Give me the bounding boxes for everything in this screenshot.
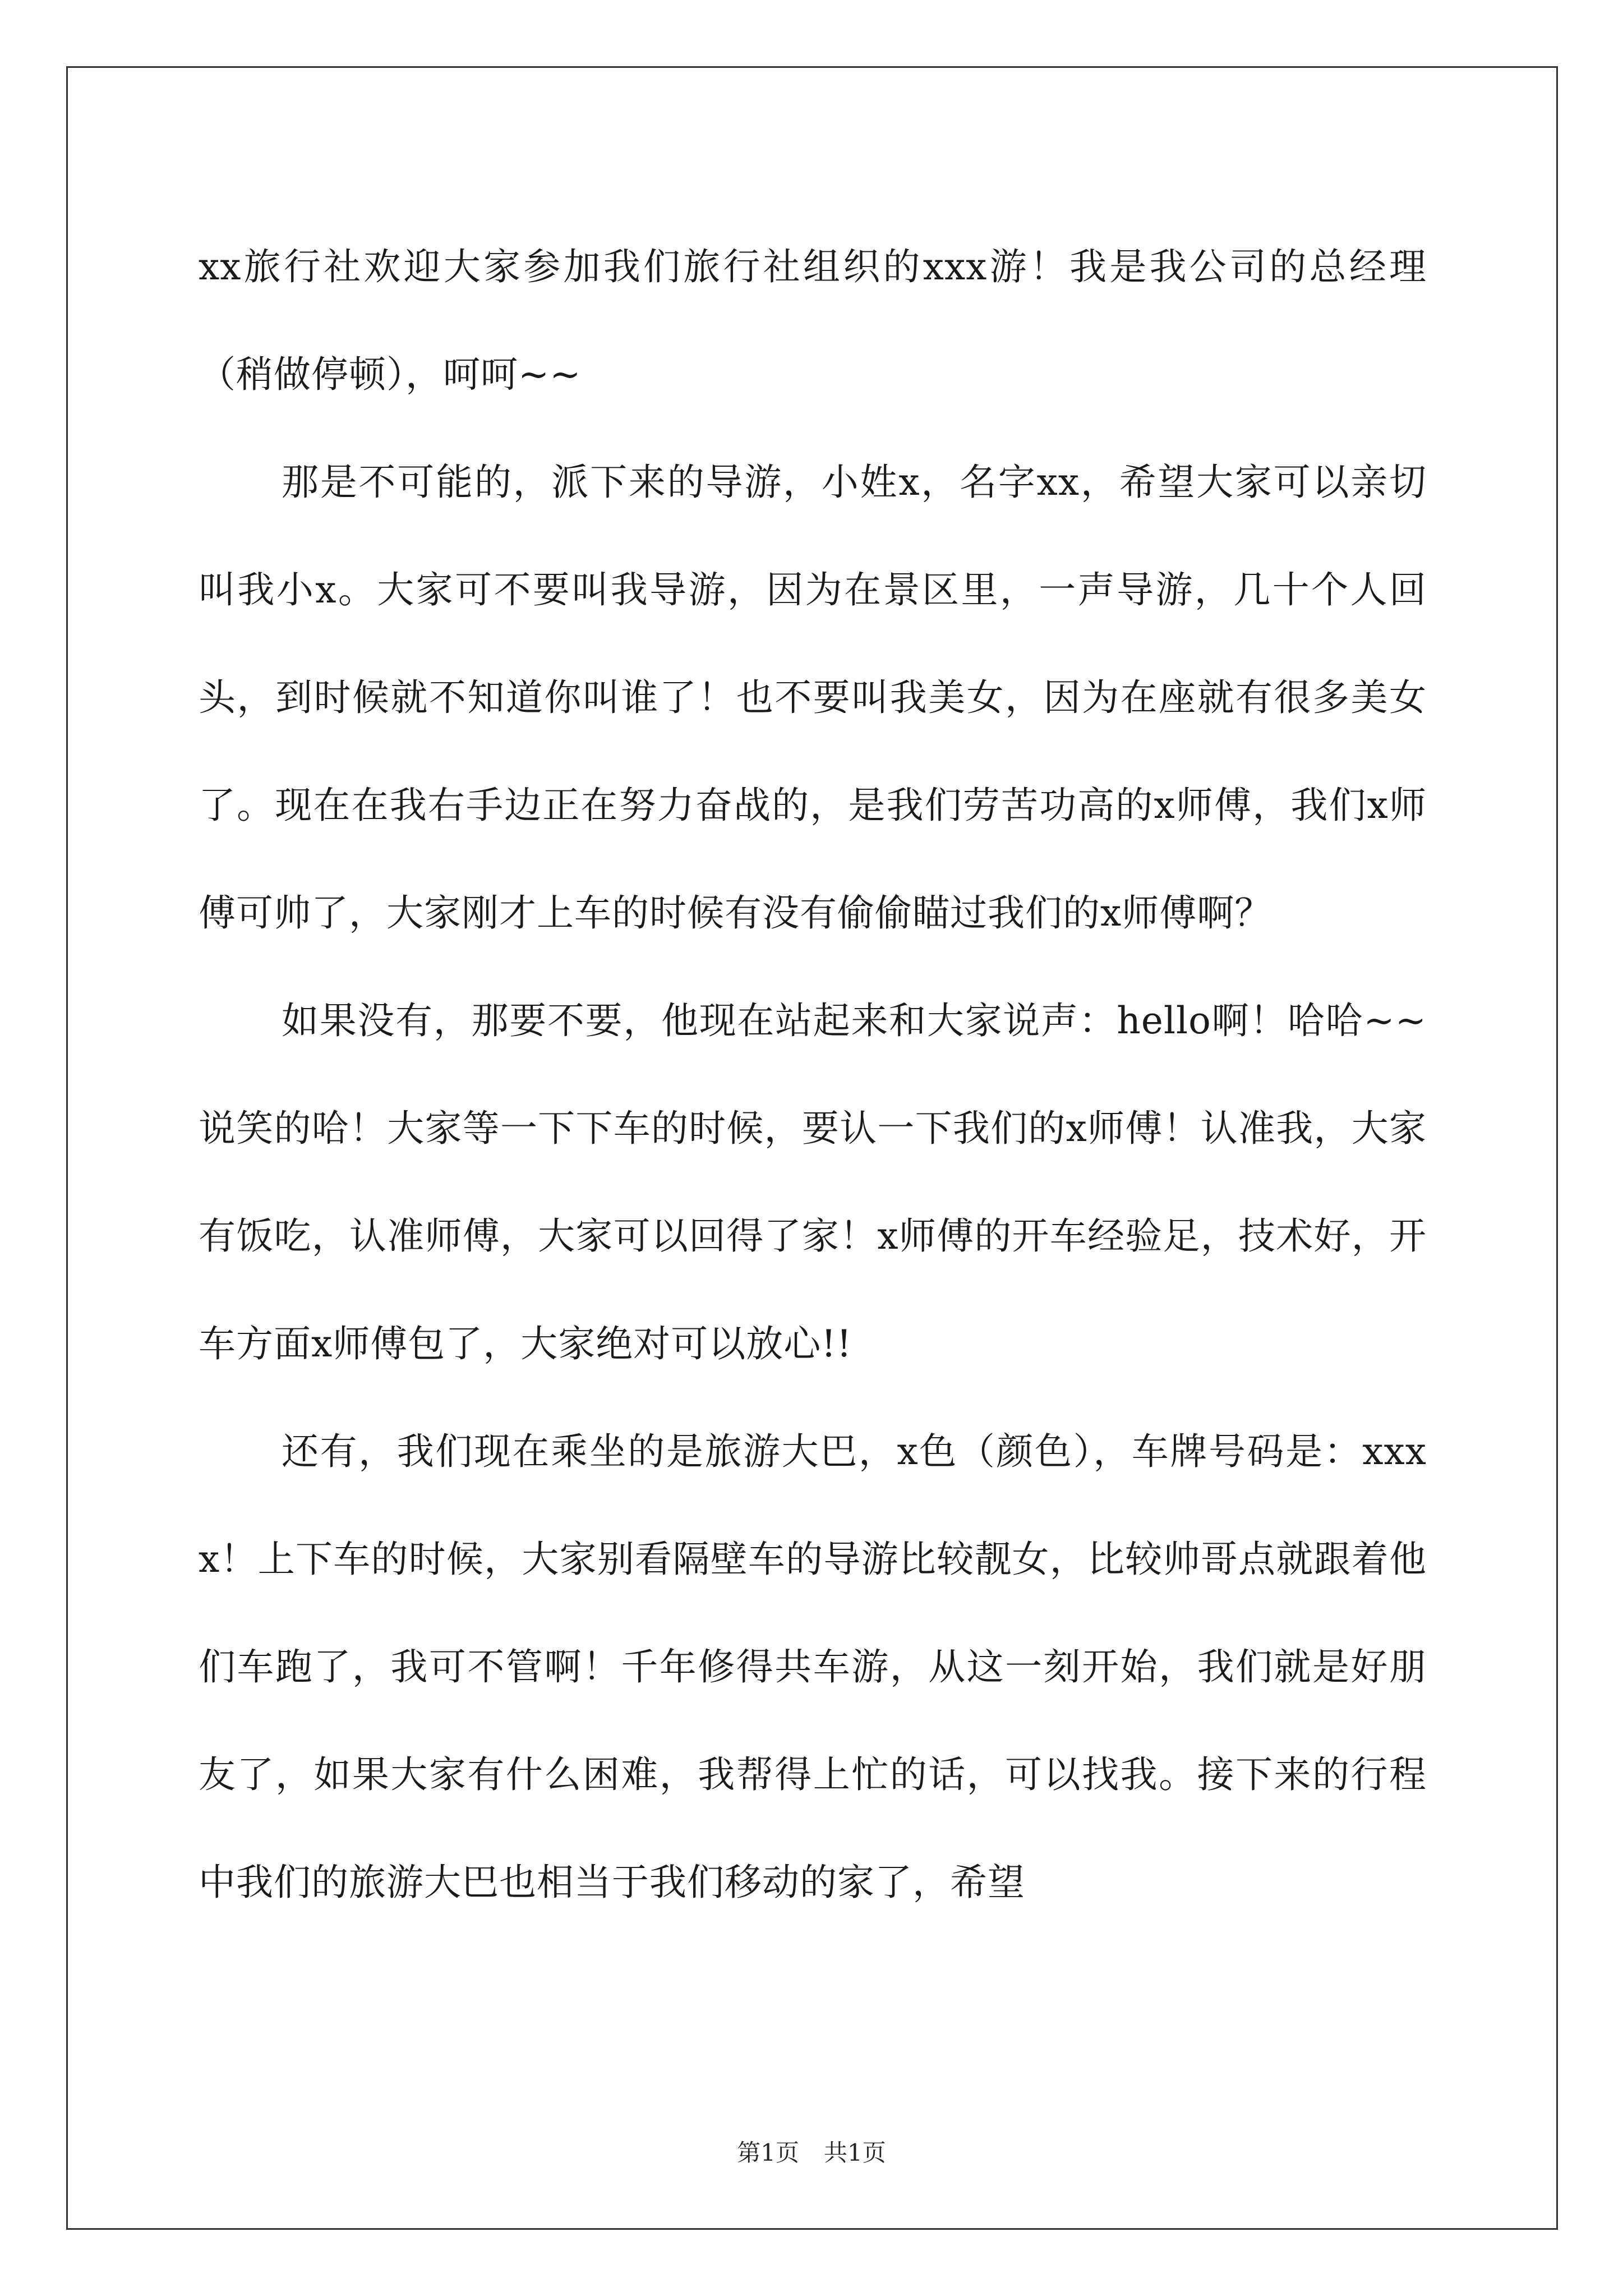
- paragraph-1: xx旅行社欢迎大家参加我们旅行社组织的xxx游！我是我公司的总经理（稍做停顿），呵呵~~: [199, 245, 1427, 396]
- paragraph-4: 还有，我们现在乘坐的是旅游大巴，x色（颜色），车牌号码是：xxxx！上下车的时候，大家别看隔壁车的导游比较靓女，比较帅哥点就跟着他们车跑了，我可不管啊！千年修得共车游，从这一刻开始，我们就是好朋友了，如果大家有什么困难，我帮得上忙的话，可以找我。接下来的行程中我们的旅游大巴也相当于我们移动的家了，希望: [199, 1430, 1427, 1904]
- page-footer: [0, 2134, 1623, 2168]
- page-number: 第1页: [737, 2139, 799, 2166]
- page-total: 共1页: [824, 2139, 886, 2166]
- document-body: [199, 213, 1427, 1936]
- paragraph-3: 如果没有，那要不要，他现在站起来和大家说声：hello啊！哈哈~~说笑的哈！大家等一下下车的时候，要认一下我们的x师傅！认准我，大家有饭吃，认准师傅，大家可以回得了家！x师傅的开车经验足，技术好，开车方面x师傅包了，大家绝对可以放心!!: [199, 999, 1427, 1365]
- paragraph-2: 那是不可能的，派下来的导游，小姓x，名字xx，希望大家可以亲切叫我小x。大家可不要叫我导游，因为在景区里，一声导游，几十个人回头，到时候就不知道你叫谁了！也不要叫我美女，因为在座就有很多美女了。现在在我右手边正在努力奋战的，是我们劳苦功高的x师傅，我们x师傅可帅了，大家刚才上车的时候有没有偷偷瞄过我们的x师傅啊？: [199, 461, 1427, 935]
